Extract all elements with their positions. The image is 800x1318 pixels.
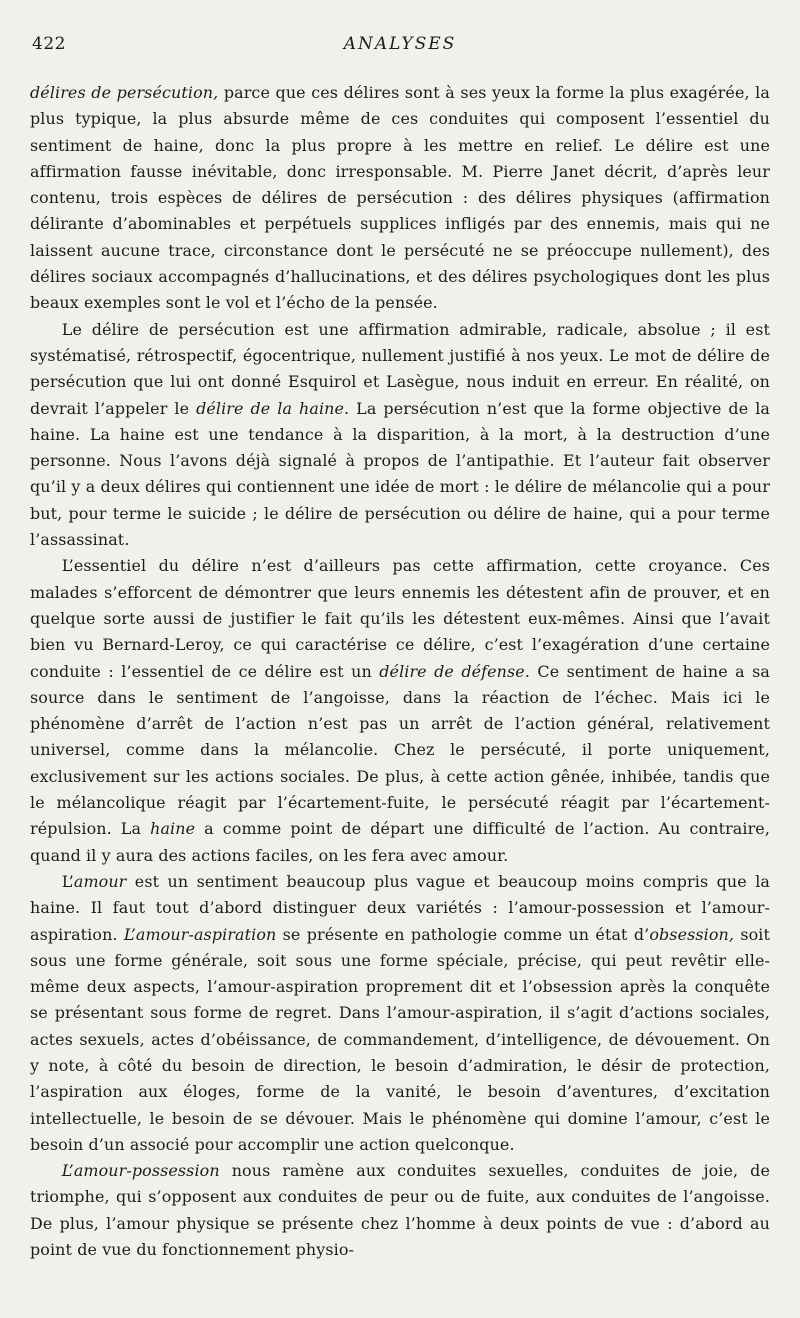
text-segment: a comme point de départ une difficulté de l’action. Au contraire, quand il y aura des actions faciles, on les fera avec amour. <box>30 819 770 865</box>
text-segment: L’essentiel du délire n’est d’ailleurs pas cette affirmation, cette croyance. Ces malades s’efforcent de démontrer que leurs ennemis les détestent afin de prouver, et en quelque sorte aussi de justifier le fait qu’ils les détestent eux-mêmes. Ainsi que l’avait bien vu Bernard-Leroy, ce qui caractérise ce délire, c’est l’exagération d’une certaine conduite : l’essentiel de ce délire est un <box>30 556 770 681</box>
running-title: ANALYSES <box>343 34 457 54</box>
page-number: 422 <box>32 34 66 54</box>
text-segment: Ce sentiment de haine a sa source dans le sentiment de l’angoisse, dans la réaction de l’échec. Mais ici le phénomène d’arrêt de l’action n’est pas un arrêt de l’action général, relativement universel, comme dans la mélancolie. Chez le persécuté, il porte uniquement, exclusivement sur les actions sociales. De plus, à cette action gênée, inhibée, tandis que le mélancolique réagit par l’écartement-fuite, le persécuté réagit par l’écartement-répulsion. La <box>30 661 770 839</box>
running-head <box>30 34 770 62</box>
paragraph-1 <box>30 80 770 317</box>
text-segment: est un sentiment beaucoup plus vague et beaucoup moins compris que la haine. Il faut tout d’abord distinguer deux variétés : l’amour-possession et l’amour-aspiration. <box>30 871 770 944</box>
text-segment: L’ <box>61 871 74 891</box>
paragraph-2 <box>30 317 770 554</box>
paragraph-4 <box>30 869 770 1158</box>
text-segment: se présente en pathologie comme un état d’ <box>276 924 650 944</box>
text-segment: nous ramène aux conduites sexuelles, conduites de joie, de triomphe, qui s’opposent aux conduites de peur ou de fuite, aux conduites de l’angoisse. De plus, l’amour physique se présente chez l’homme à deux points de vue : d’abord au point de vue du fonctionnement physio- <box>30 1161 770 1260</box>
text-segment: La persécution n’est que la forme objective de la haine. La haine est une tendance à la disparition, à la mort, à la destruction d’une personne. Nous l’avons déjà signalé à propos de l’antipathie. Et l’auteur fait observer qu’il y a deux délires qui contiennent une idée de mort : le délire de mélancolie qui a pour but, pour terme le suicide ; le délire de persécution ou délire de haine, qui a pour terme l’assassinat. <box>30 398 770 550</box>
italic-text: délire de défense. <box>379 661 531 681</box>
italic-text: amour <box>73 871 127 891</box>
text-segment: parce que ces délires sont à ses yeux la forme la plus exagérée, la plus typique, la plus absurde même de ces conduites qui composent l’essentiel du sentiment de haine, donc la plus propre à les mettre en relief. Le délire est une affirmation fausse inévitable, donc irresponsable. M. Pierre Janet décrit, d’après leur contenu, trois espèces de délires de persécution : des délires physiques (affirmation délirante d’abominables et perpétuels supplices infligés par des ennemis, mais qui ne laissent aucune trace, circonstance dont le persécuté ne se préoccupe nullement), des délires sociaux accompagnés d’hallucinations, et des délires psychologiques dont les plus beaux exemples sont le vol et l’écho de la pensée. <box>30 83 770 313</box>
italic-text: obsession, <box>649 924 735 944</box>
italic-text: délire de la haine. <box>196 398 350 418</box>
body-text <box>30 80 770 1263</box>
italic-text: haine <box>150 819 196 839</box>
italic-text: L’amour-aspiration <box>123 924 277 944</box>
text-segment: Le délire de persécution est une affirmation admirable, radicale, absolue ; il est systématisé, rétrospectif, égocentrique, nullement justifié à nos yeux. Le mot de délire de persécution que lui ont donné Esquirol et Lasègue, nous induit en erreur. En réalité, on devrait l’appeler le <box>30 319 770 418</box>
italic-text: L’amour-possession <box>61 1161 220 1181</box>
text-segment: soit sous une forme générale, soit sous une forme spéciale, précise, qui peut revêtir elle-même deux aspects, l’amour-aspiration proprement dit et l’obsession après la conquête se présentant sous forme de regret. Dans l’amour-aspiration, il s’agit d’actions sociales, actes sexuels, actes d’obéissance, de commandement, d’intelligence, de dévouement. On y note, à côté du besoin de direction, le besoin d’admiration, le désir de protection, l’aspiration aux éloges, forme de la vanité, le besoin d’aventures, d’excitation intellectuelle, le besoin de se dévouer. Mais le phénomène qui domine l’amour, c’est le besoin d’un associé pour accomplir une action quelconque. <box>30 924 771 1154</box>
italic-text: délires de persécution, <box>30 83 219 102</box>
paragraph-5 <box>30 1158 770 1263</box>
paragraph-3 <box>30 553 770 869</box>
